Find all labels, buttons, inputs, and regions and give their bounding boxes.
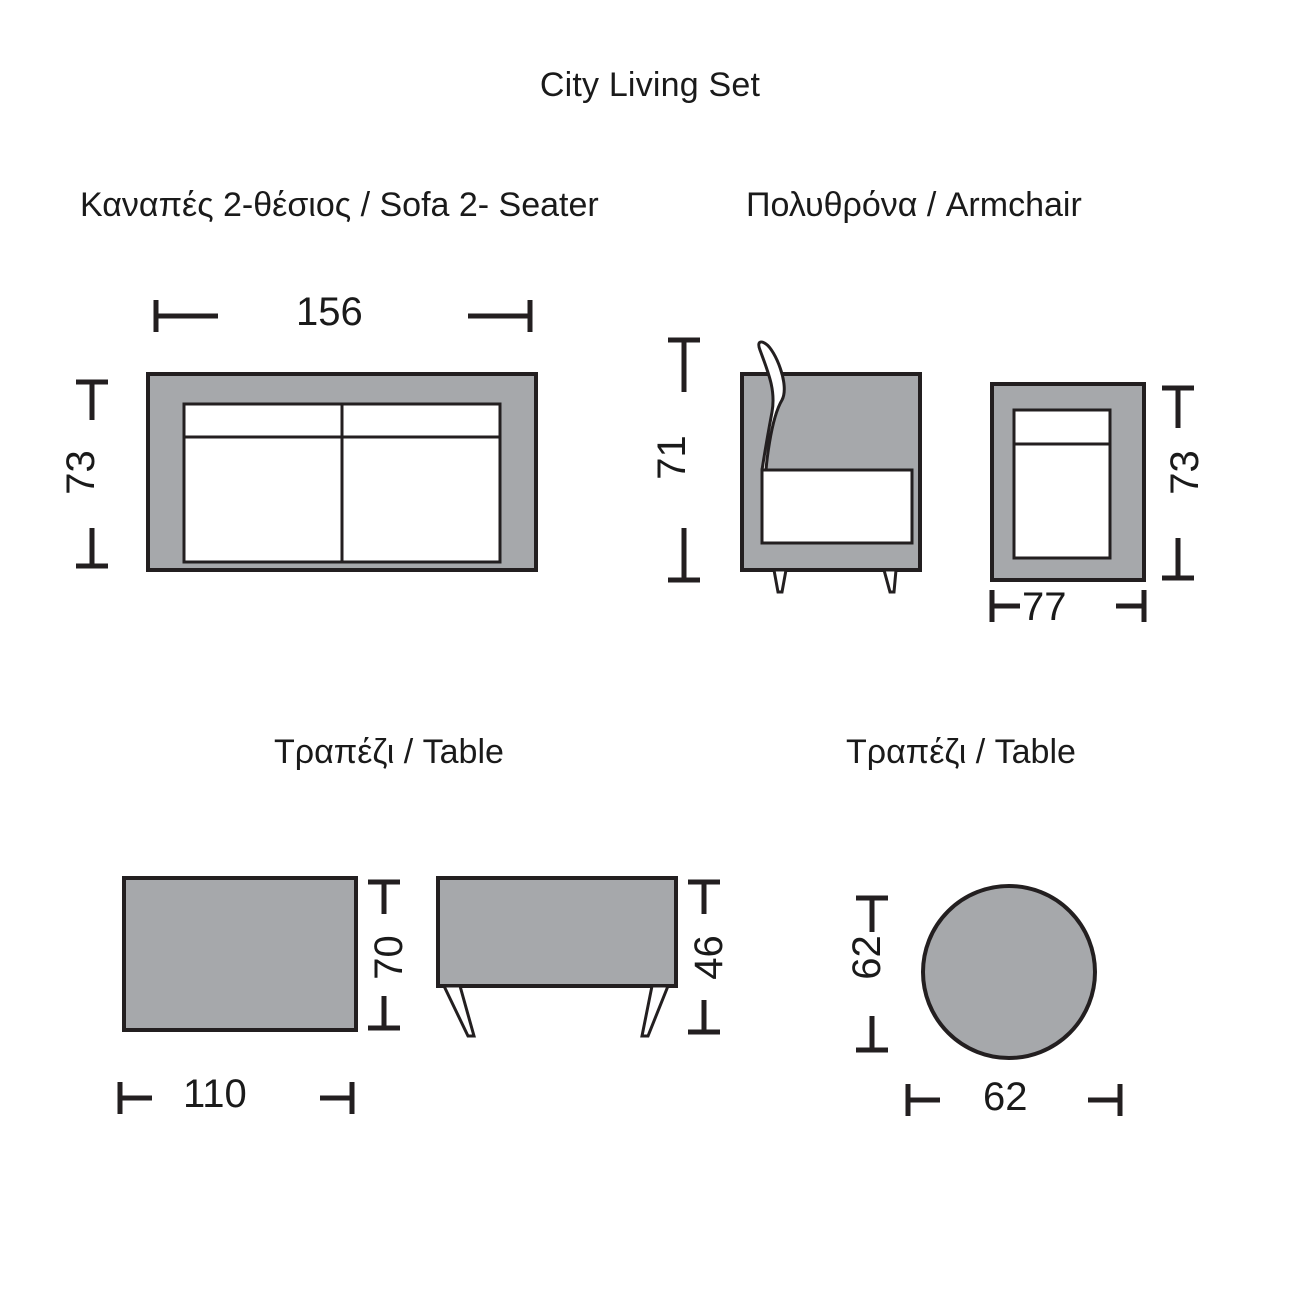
dimension-table-round-width: 62: [983, 1075, 1028, 1119]
dimension-line-armchair-height: [668, 340, 700, 580]
dimension-sofa-depth: 73: [58, 450, 103, 495]
table-round-top-view: [923, 886, 1095, 1058]
section-title-armchair: Πολυθρόνα / Armchair: [746, 186, 1082, 224]
armchair-side-view: [742, 342, 920, 592]
dimension-line-sofa-width: [156, 300, 530, 332]
section-title-table-rect: Τραπέζι / Table: [274, 733, 504, 771]
dimension-line-armchair-width: [992, 590, 1144, 622]
sofa-top-view: [148, 374, 536, 570]
section-title-sofa: Καναπές 2-θέσιος / Sofa 2- Seater: [80, 186, 599, 224]
armchair-top-view: [992, 384, 1144, 580]
dimension-armchair-width: 77: [1022, 585, 1067, 629]
dimension-line-sofa-depth: [76, 382, 108, 566]
dimension-line-table-rect-width: [120, 1082, 352, 1114]
dimension-table-rect-width: 110: [183, 1072, 247, 1116]
table-rect-top-view: [124, 878, 356, 1030]
dimension-armchair-depth: 73: [1162, 450, 1207, 495]
dimension-table-round-height: 62: [844, 935, 889, 980]
dimension-table-rect-height: 46: [686, 935, 731, 980]
dimension-line-table-rect-depth: [368, 882, 400, 1028]
page-title: City Living Set: [539, 66, 761, 104]
table-rect-front-view: [438, 878, 676, 1036]
dimension-line-armchair-depth: [1162, 388, 1194, 578]
section-title-table-round: Τραπέζι / Table: [846, 733, 1076, 771]
dimension-line-table-round-width: [908, 1084, 1120, 1116]
dimension-sofa-width: 156: [296, 290, 363, 334]
dimension-line-table-round-height: [856, 898, 888, 1050]
dimension-armchair-height: 71: [649, 435, 694, 480]
dimension-table-rect-depth: 70: [366, 935, 411, 980]
dimension-line-table-rect-height: [688, 882, 720, 1032]
